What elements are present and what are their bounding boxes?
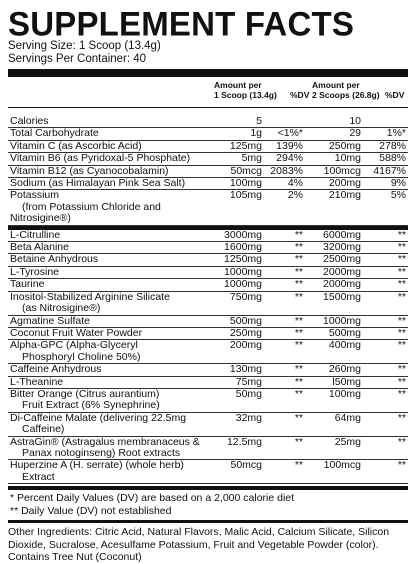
divider-thick xyxy=(8,69,408,77)
dv-1: ** xyxy=(294,278,303,291)
dv-1: ** xyxy=(294,411,303,424)
amount-1: 130mg xyxy=(229,363,262,376)
row-name: Calories xyxy=(10,115,49,127)
dv-1: ** xyxy=(294,339,303,352)
ingredient-table xyxy=(8,230,408,485)
dv-1: 2% xyxy=(287,189,303,202)
amount-2: l50mg xyxy=(332,375,361,388)
row-name: Beta Alanine xyxy=(10,241,69,254)
row-name: Inositol-Stabilized Arginine Silicate (as Nitrosigine®) xyxy=(10,290,170,315)
supplement-facts-label xyxy=(8,3,408,564)
other-ingredients: Other Ingredients: Citric Acid, Natural Flavors, Malic Acid, Calcium Silicate, Silicon Dioxide, Sucralose, Acesulfame Potassium, Fruit and Vegetable Powder (color). Contains Tree Nut (Coconut) xyxy=(8,526,390,564)
amount-2: 1000mg xyxy=(323,314,361,327)
amount-2: 100mg xyxy=(328,387,361,400)
dv-2: ** xyxy=(397,363,406,376)
amount-2: 2000mg xyxy=(323,278,361,291)
dv-2: ** xyxy=(397,290,406,303)
footnote-dv: * Percent Daily Values (DV) are based on a 2,000 calorie diet xyxy=(10,492,295,505)
dv-1: 139% xyxy=(276,139,303,152)
dv-2: ** xyxy=(397,241,406,254)
row-name: L-Theanine xyxy=(10,375,64,388)
amount-1: 5 xyxy=(256,115,262,127)
row-name: Betaine Anhydrous xyxy=(10,253,99,266)
amount-1: 750mg xyxy=(229,290,262,303)
header-dv-2: %DV xyxy=(385,90,405,100)
amount-2: 200mg xyxy=(328,177,361,190)
label-title: SUPPLEMENT FACTS xyxy=(8,3,355,43)
row-name: Alpha-GPC (Alpha-Glyceryl Phosphoryl Choline 50%) xyxy=(10,339,141,363)
ingredient-row xyxy=(8,413,408,437)
row-name: Coconut Fruit Water Powder xyxy=(10,326,143,339)
ingredient-row xyxy=(8,340,408,364)
amount-2: 260mg xyxy=(328,363,361,376)
amount-1: 250mg xyxy=(229,326,262,339)
row-name: Sodium (as Himalayan Pink Sea Salt) xyxy=(10,177,186,190)
dv-1: ** xyxy=(294,459,303,472)
dv-2: ** xyxy=(397,411,406,424)
ingredient-row xyxy=(8,437,408,461)
amount-1: 50mcg xyxy=(230,164,262,177)
dv-1: ** xyxy=(294,228,303,241)
row-name: Taurine xyxy=(10,278,45,291)
dv-1: <1%* xyxy=(277,127,303,140)
dv-1: ** xyxy=(294,375,303,388)
dv-2: ** xyxy=(397,228,406,241)
dv-2: ** xyxy=(397,435,406,448)
row-name: Vitamin C (as Ascorbic Acid) xyxy=(10,139,142,152)
dv-1: 294% xyxy=(276,152,303,165)
amount-2: 6000mg xyxy=(323,228,361,241)
nutrient-row xyxy=(8,190,408,225)
dv-1: ** xyxy=(294,265,303,278)
dv-1: ** xyxy=(294,326,303,339)
amount-1: 100mg xyxy=(229,177,262,190)
amount-2: 500mg xyxy=(328,326,361,339)
amount-1: 3000mg xyxy=(224,228,262,241)
dv-1: ** xyxy=(294,290,303,303)
amount-2: 400mg xyxy=(328,339,361,352)
amount-2: 10 xyxy=(349,115,361,127)
row-name: Bitter Orange (Citrus aurantium) Fruit Extract (6% Synephrine) xyxy=(10,387,160,412)
ingredient-row xyxy=(8,389,408,413)
amount-1: 1000mg xyxy=(224,265,262,278)
dv-1: 4% xyxy=(287,177,303,190)
ingredient-row xyxy=(8,292,408,316)
footnote-dv-not-established: ** Daily Value (DV) not established xyxy=(10,504,172,517)
row-name: Di-Caffeine Malate (delivering 22.5mg Caffeine) xyxy=(10,411,187,436)
row-name: Vitamin B12 (as Cyanocobalamin) xyxy=(10,164,169,177)
dv-2: 1%* xyxy=(386,127,406,140)
row-name: Huperzine A (H. serrate) (whole herb) Extract xyxy=(10,459,184,483)
amount-2: 100mcg xyxy=(323,459,361,472)
amount-1: 125mg xyxy=(229,139,262,152)
divider-medium xyxy=(8,486,408,490)
amount-1: 5mg xyxy=(241,152,262,165)
dv-1: ** xyxy=(294,387,303,400)
dv-2: ** xyxy=(397,375,406,388)
amount-2: 64mg xyxy=(334,411,361,424)
amount-1: 1250mg xyxy=(224,253,262,266)
row-name: Vitamin B6 (as Pyridoxal-5 Phosphate) xyxy=(10,152,191,165)
amount-1: 75mg xyxy=(235,375,262,388)
ingredient-row xyxy=(8,460,408,484)
dv-2: ** xyxy=(397,459,406,472)
dv-2: 278% xyxy=(379,139,406,152)
amount-1: 1000mg xyxy=(224,278,262,291)
amount-1: 32mg xyxy=(235,411,262,424)
dv-2: 4167% xyxy=(373,164,406,177)
column-header xyxy=(8,77,408,107)
dv-2: 5% xyxy=(390,189,406,202)
row-name: AstraGin® (Astragalus membranaceus & Panax notoginseng) Root extracts xyxy=(10,435,200,459)
row-name: Total Carbohydrate xyxy=(10,127,99,140)
amount-2: 25mg xyxy=(334,435,361,448)
amount-1: 200mg xyxy=(229,339,262,352)
ingredient-row xyxy=(8,254,408,266)
amount-1: 50mcg xyxy=(230,459,262,472)
amount-1: 50mg xyxy=(235,387,262,400)
amount-1: 105mg xyxy=(229,189,262,202)
amount-2: 210mg xyxy=(328,189,361,202)
amount-1: 12.5mg xyxy=(226,435,262,448)
dv-1: ** xyxy=(294,363,303,376)
row-name: Potassium (from Potassium Chloride and Nitrosigine®) xyxy=(10,189,161,225)
dv-2: ** xyxy=(397,339,406,352)
servings-per-container: Servings Per Container: 40 xyxy=(8,53,147,65)
dv-2: ** xyxy=(397,253,406,266)
serving-size: Serving Size: 1 Scoop (13.4g) xyxy=(8,40,161,52)
dv-2: ** xyxy=(397,314,406,327)
dv-2: ** xyxy=(397,387,406,400)
header-dv-1: %DV xyxy=(290,90,310,100)
amount-1: 500mg xyxy=(229,314,262,327)
row-name: L-Citrulline xyxy=(10,228,61,241)
dv-2: ** xyxy=(397,326,406,339)
nutrient-table xyxy=(8,116,408,226)
header-amount-2: Amount per 2 Scoops (26.8g) xyxy=(312,80,380,100)
dv-2: ** xyxy=(397,278,406,291)
amount-2: 250mg xyxy=(328,139,361,152)
dv-1: ** xyxy=(294,241,303,254)
dv-1: 2083% xyxy=(270,164,303,177)
amount-2: 1500mg xyxy=(323,290,361,303)
dv-2: ** xyxy=(397,265,406,278)
row-name: Caffeine Anhydrous xyxy=(10,363,102,376)
ingredient-row xyxy=(8,364,408,376)
row-name: Agmatine Sulfate xyxy=(10,314,90,327)
dv-1: ** xyxy=(294,253,303,266)
amount-2: 100mcg xyxy=(323,164,361,177)
amount-1: 1g xyxy=(250,127,262,140)
dv-1: ** xyxy=(294,435,303,448)
amount-2: 29 xyxy=(349,127,361,140)
dv-2: 588% xyxy=(379,152,406,165)
amount-2: 3200mg xyxy=(323,241,361,254)
header-amount-1: Amount per 1 Scoop (13.4g) xyxy=(214,80,277,100)
amount-2: 10mg xyxy=(334,152,361,165)
dv-2: 9% xyxy=(390,177,406,190)
amount-1: 1600mg xyxy=(224,241,262,254)
dv-1: ** xyxy=(294,314,303,327)
amount-2: 2000mg xyxy=(323,265,361,278)
row-name: L-Tyrosine xyxy=(10,265,60,278)
divider-medium xyxy=(8,520,408,523)
amount-2: 2500mg xyxy=(323,253,361,266)
